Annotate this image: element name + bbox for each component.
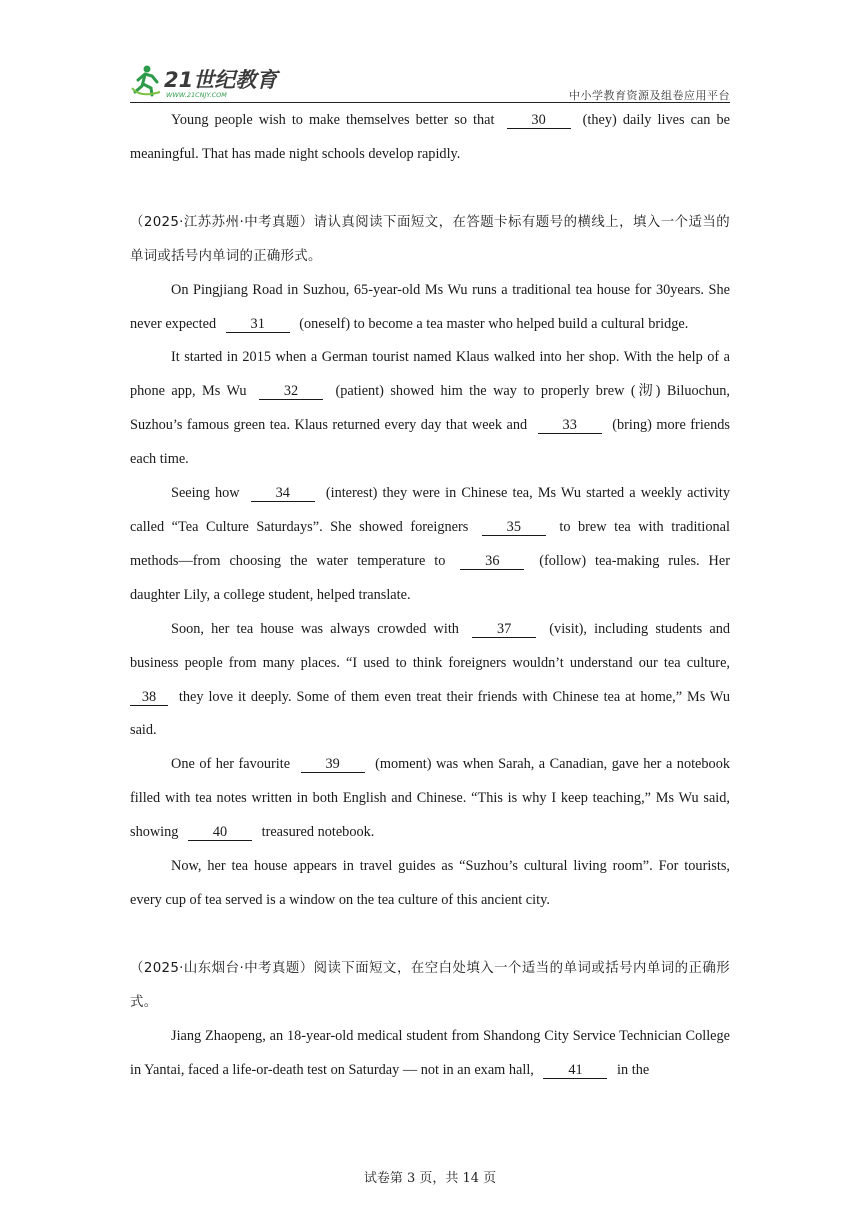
passage-paragraph: One of her favourite 39 (moment) was when Sarah, a Canadian, gave her a notebook filled with tea notes written in both English and Chinese. “This is why I keep teaching,” Ms Wu said, showing 40 treasured notebook. [130, 756, 731, 841]
logo-text: 21世纪教育 [164, 68, 278, 92]
answer-blank-31[interactable]: 31 [226, 317, 290, 333]
passage-paragraph: Now, her tea house appears in travel guides as “Suzhou’s cultural living room”. For tourists, every cup of tea served is a window on the tea culture of this ancient city. [130, 858, 730, 908]
answer-blank-37[interactable]: 37 [472, 622, 536, 638]
site-logo [130, 62, 290, 102]
answer-blank-36[interactable]: 36 [460, 554, 524, 570]
page-number: 试卷第 3 页，共 14 页 [363, 1171, 497, 1186]
logo-url: WWW.21CNJY.COM [166, 91, 227, 99]
answer-blank-32[interactable]: 32 [259, 384, 323, 400]
running-figure-icon [132, 66, 160, 96]
answer-blank-41[interactable]: 41 [543, 1063, 607, 1079]
passage-paragraph: Young people wish to make themselves better so that 30 (they) daily lives can be meaningful. That has made night schools develop rapidly. [130, 112, 731, 162]
answer-blank-38[interactable]: 38 [130, 690, 168, 706]
answer-blank-35[interactable]: 35 [482, 520, 546, 536]
question-intro-suzhou: （2025·江苏苏州·中考真题）请认真阅读下面短文，在答题卡标有题号的横线上，填入一个适当的单词或括号内单词的正确形式。 [130, 214, 730, 264]
passage-paragraph: It started in 2015 when a German tourist named Klaus walked into her shop. With the help of a phone app, Ms Wu 32 (patient) showed him the way to properly brew (沏) Biluochun, Suzhou’s famous green tea. Klaus returned every day that week and 33 (bring) more friends each time. [130, 349, 730, 468]
answer-blank-33[interactable]: 33 [538, 418, 602, 434]
answer-blank-39[interactable]: 39 [301, 757, 365, 773]
page-content [130, 104, 730, 1087]
passage-paragraph: Seeing how 34 (interest) they were in Chinese tea, Ms Wu started a weekly activity called “Tea Culture Saturdays”. She showed foreigners 35 to brew tea with traditional methods—from choosing the water temperature to 36 (follow) tea-making rules. Her daughter Lily, a college student, helped translate. [130, 485, 730, 603]
answer-blank-40[interactable]: 40 [188, 825, 252, 841]
header-divider [130, 102, 730, 103]
answer-blank-30[interactable]: 30 [507, 113, 571, 129]
passage-paragraph: Jiang Zhaopeng, an 18-year-old medical student from Shandong City Service Technician College in Yantai, faced a life-or-death test on Saturday — not in an exam hall, 41 in the [130, 1027, 730, 1078]
platform-name: 中小学教育资源及组卷应用平台 [569, 89, 730, 102]
passage-paragraph: Soon, her tea house was always crowded with 37 (visit), including students and business people from many places. “I used to think foreigners wouldn’t understand our tea culture, 38 they love it deeply. Some of them even treat their friends with Chinese tea at home,” Ms Wu said. [130, 620, 731, 739]
question-intro-yantai: （2025·山东烟台·中考真题）阅读下面短文，在空白处填入一个适当的单词或括号内单词的正确形式。 [130, 960, 730, 1010]
page-header [130, 62, 730, 104]
answer-blank-34[interactable]: 34 [251, 486, 315, 502]
passage-paragraph: On Pingjiang Road in Suzhou, 65-year-old Ms Wu runs a traditional tea house for 30years. She never expected 31 (oneself) to become a tea master who helped build a cultural bridge. [130, 281, 730, 332]
